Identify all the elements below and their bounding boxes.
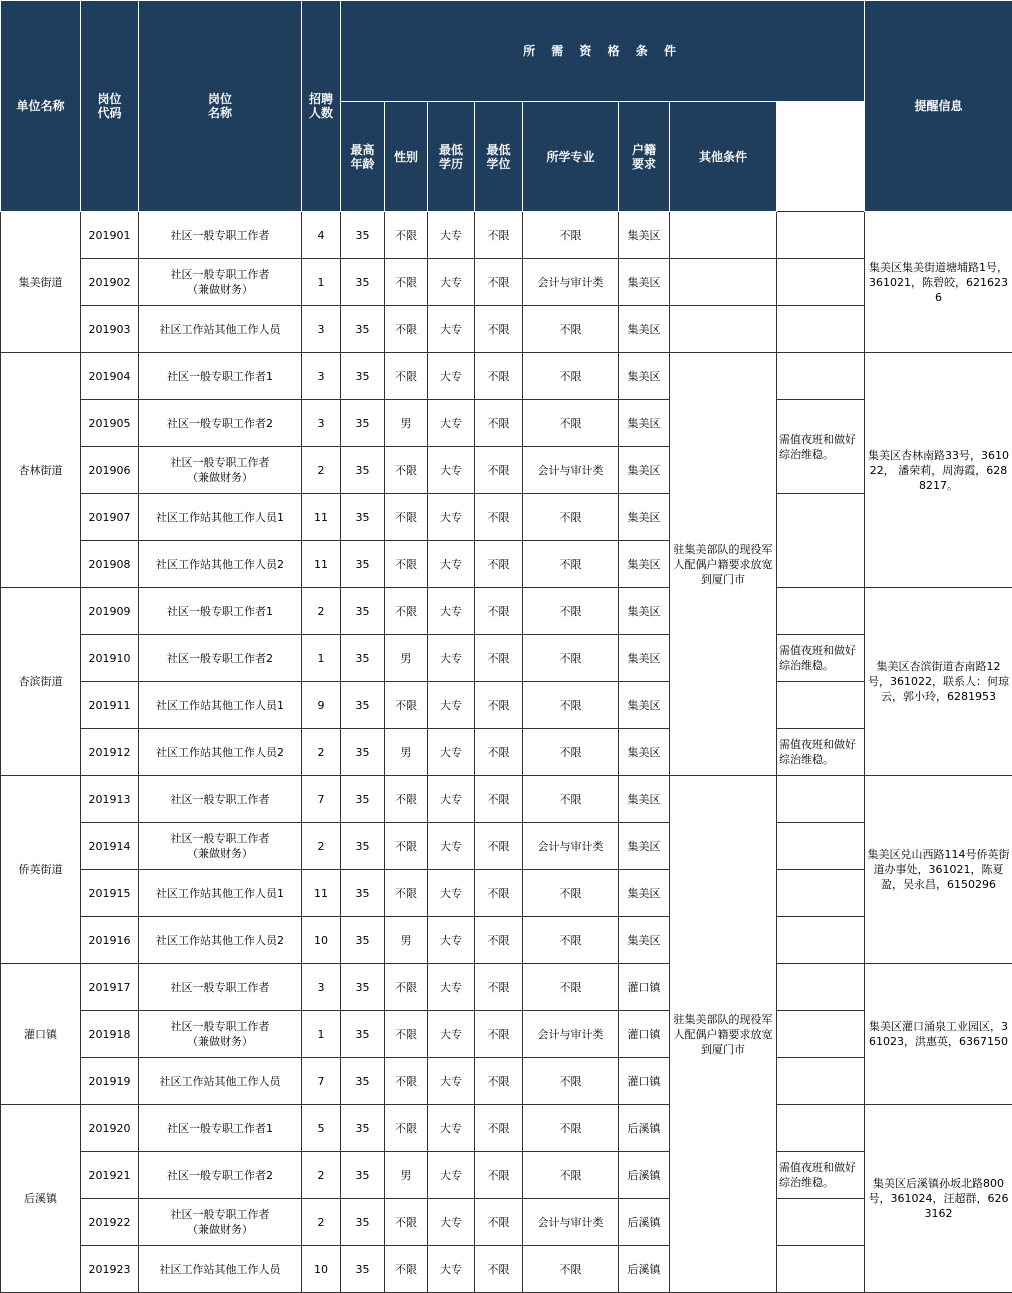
table-row xyxy=(1,212,1012,259)
post-code-cell: 201921 xyxy=(81,1152,139,1199)
max-age-cell: 35 xyxy=(341,447,385,494)
gender-cell: 不限 xyxy=(385,1199,428,1246)
remark-cell xyxy=(777,1199,865,1246)
education-cell: 大专 xyxy=(428,212,475,259)
unit-name-cell: 灌口镇 xyxy=(1,964,81,1105)
table-row xyxy=(1,917,1012,964)
hukou-cell: 集美区 xyxy=(619,776,670,823)
max-age-cell: 35 xyxy=(341,1011,385,1058)
header-age: 最高 年龄 xyxy=(341,102,385,212)
headcount-cell: 7 xyxy=(302,776,341,823)
post-code-cell: 201903 xyxy=(81,306,139,353)
table-row xyxy=(1,1246,1012,1293)
contact-cell: 集美区兑山西路114号侨英街道办事处，361021，陈夏盈，吴永昌，6150296 xyxy=(865,776,1012,964)
gender-cell: 不限 xyxy=(385,1058,428,1105)
major-cell: 会计与审计类 xyxy=(523,1011,619,1058)
unit-name-cell: 杏林街道 xyxy=(1,353,81,588)
remark-cell xyxy=(777,776,865,823)
table-row xyxy=(1,1058,1012,1105)
remark-cell xyxy=(777,870,865,917)
post-code-cell: 201909 xyxy=(81,588,139,635)
hukou-cell: 集美区 xyxy=(619,682,670,729)
headcount-cell: 1 xyxy=(302,635,341,682)
hukou-cell: 集美区 xyxy=(619,494,670,541)
remark-cell xyxy=(777,494,865,588)
major-cell: 不限 xyxy=(523,306,619,353)
table-row xyxy=(1,823,1012,870)
remark-cell: 需值夜班和做好综治维稳。 xyxy=(777,635,865,682)
max-age-cell: 35 xyxy=(341,1058,385,1105)
education-cell: 大专 xyxy=(428,776,475,823)
contact-cell: 集美区后溪镇孙坂北路800号，361024，汪超群，6263162 xyxy=(865,1105,1012,1293)
remark-cell xyxy=(777,259,865,306)
degree-cell: 不限 xyxy=(475,306,523,353)
headcount-cell: 3 xyxy=(302,400,341,447)
gender-cell: 不限 xyxy=(385,870,428,917)
major-cell: 不限 xyxy=(523,964,619,1011)
gender-cell: 不限 xyxy=(385,588,428,635)
headcount-cell: 3 xyxy=(302,964,341,1011)
table-row xyxy=(1,729,1012,776)
education-cell: 大专 xyxy=(428,259,475,306)
headcount-cell: 2 xyxy=(302,447,341,494)
unit-name-cell: 杏滨街道 xyxy=(1,588,81,776)
degree-cell: 不限 xyxy=(475,1152,523,1199)
hukou-cell: 集美区 xyxy=(619,259,670,306)
post-name-cell: 社区一般专职工作者 xyxy=(139,212,302,259)
headcount-cell: 3 xyxy=(302,353,341,400)
hukou-cell: 集美区 xyxy=(619,212,670,259)
max-age-cell: 35 xyxy=(341,1246,385,1293)
header-degree: 最低 学位 xyxy=(475,102,523,212)
headcount-cell: 7 xyxy=(302,1058,341,1105)
table-row xyxy=(1,400,1012,447)
post-code-cell: 201902 xyxy=(81,259,139,306)
education-cell: 大专 xyxy=(428,1246,475,1293)
gender-cell: 男 xyxy=(385,635,428,682)
education-cell: 大专 xyxy=(428,541,475,588)
max-age-cell: 35 xyxy=(341,1199,385,1246)
post-code-cell: 201908 xyxy=(81,541,139,588)
post-name-cell: 社区一般专职工作者 （兼做财务） xyxy=(139,1199,302,1246)
headcount-cell: 1 xyxy=(302,259,341,306)
max-age-cell: 35 xyxy=(341,259,385,306)
header-post: 岗位 名称 xyxy=(139,1,302,212)
max-age-cell: 35 xyxy=(341,306,385,353)
unit-name-cell: 侨英街道 xyxy=(1,776,81,964)
post-name-cell: 社区工作站其他工作人员1 xyxy=(139,682,302,729)
hukou-cell: 灌口镇 xyxy=(619,1058,670,1105)
max-age-cell: 35 xyxy=(341,635,385,682)
headcount-cell: 9 xyxy=(302,682,341,729)
table-row xyxy=(1,588,1012,635)
post-code-cell: 201917 xyxy=(81,964,139,1011)
max-age-cell: 35 xyxy=(341,823,385,870)
gender-cell: 不限 xyxy=(385,823,428,870)
post-code-cell: 201920 xyxy=(81,1105,139,1152)
hukou-cell: 集美区 xyxy=(619,353,670,400)
education-cell: 大专 xyxy=(428,400,475,447)
degree-cell: 不限 xyxy=(475,776,523,823)
remark-cell xyxy=(777,212,865,259)
post-name-cell: 社区一般专职工作者1 xyxy=(139,588,302,635)
gender-cell: 不限 xyxy=(385,212,428,259)
degree-cell: 不限 xyxy=(475,635,523,682)
education-cell: 大专 xyxy=(428,635,475,682)
hukou-cell: 后溪镇 xyxy=(619,1199,670,1246)
table-row xyxy=(1,306,1012,353)
major-cell: 不限 xyxy=(523,1105,619,1152)
table-row xyxy=(1,259,1012,306)
gender-cell: 不限 xyxy=(385,776,428,823)
max-age-cell: 35 xyxy=(341,1105,385,1152)
remark-cell xyxy=(777,1011,865,1058)
post-name-cell: 社区一般专职工作者 （兼做财务） xyxy=(139,259,302,306)
hukou-cell: 集美区 xyxy=(619,588,670,635)
post-name-cell: 社区工作站其他工作人员2 xyxy=(139,541,302,588)
education-cell: 大专 xyxy=(428,588,475,635)
contact-cell: 集美区灌口涌泉工业园区，361023，洪惠英，6367150 xyxy=(865,964,1012,1105)
post-code-cell: 201912 xyxy=(81,729,139,776)
post-name-cell: 社区工作站其他工作人员2 xyxy=(139,729,302,776)
gender-cell: 不限 xyxy=(385,259,428,306)
table-row xyxy=(1,1105,1012,1152)
education-cell: 大专 xyxy=(428,353,475,400)
hukou-cell: 后溪镇 xyxy=(619,1105,670,1152)
post-name-cell: 社区一般专职工作者2 xyxy=(139,635,302,682)
hukou-cell: 集美区 xyxy=(619,541,670,588)
major-cell: 不限 xyxy=(523,1058,619,1105)
headcount-cell: 10 xyxy=(302,1246,341,1293)
post-name-cell: 社区工作站其他工作人员 xyxy=(139,1058,302,1105)
post-code-cell: 201905 xyxy=(81,400,139,447)
gender-cell: 不限 xyxy=(385,682,428,729)
table-row xyxy=(1,776,1012,823)
other-conditions-cell xyxy=(670,306,777,353)
header-qualifications: 所 需 资 格 条 件 xyxy=(341,1,865,102)
max-age-cell: 35 xyxy=(341,494,385,541)
table-row xyxy=(1,870,1012,917)
major-cell: 不限 xyxy=(523,588,619,635)
table-row xyxy=(1,353,1012,400)
major-cell: 不限 xyxy=(523,776,619,823)
header-remark: 提醒信息 xyxy=(865,1,1012,212)
gender-cell: 不限 xyxy=(385,1011,428,1058)
education-cell: 大专 xyxy=(428,964,475,1011)
education-cell: 大专 xyxy=(428,682,475,729)
post-name-cell: 社区一般专职工作者1 xyxy=(139,1105,302,1152)
table-row xyxy=(1,1152,1012,1199)
unit-name-cell: 集美街道 xyxy=(1,212,81,353)
post-code-cell: 201922 xyxy=(81,1199,139,1246)
degree-cell: 不限 xyxy=(475,353,523,400)
post-code-cell: 201911 xyxy=(81,682,139,729)
gender-cell: 不限 xyxy=(385,1105,428,1152)
remark-cell xyxy=(777,917,865,964)
other-conditions-cell: 驻集美部队的现役军人配偶户籍要求放宽到厦门市 xyxy=(670,353,777,776)
max-age-cell: 35 xyxy=(341,776,385,823)
header-gender: 性别 xyxy=(385,102,428,212)
remark-cell xyxy=(777,964,865,1011)
remark-cell xyxy=(777,306,865,353)
education-cell: 大专 xyxy=(428,870,475,917)
education-cell: 大专 xyxy=(428,917,475,964)
max-age-cell: 35 xyxy=(341,212,385,259)
major-cell: 不限 xyxy=(523,212,619,259)
max-age-cell: 35 xyxy=(341,870,385,917)
major-cell: 会计与审计类 xyxy=(523,1199,619,1246)
education-cell: 大专 xyxy=(428,447,475,494)
remark-cell xyxy=(777,823,865,870)
unit-name-cell: 后溪镇 xyxy=(1,1105,81,1293)
contact-cell: 集美区集美街道塘埔路1号，361021，陈碧皎，6216236 xyxy=(865,212,1012,353)
major-cell: 不限 xyxy=(523,1152,619,1199)
major-cell: 会计与审计类 xyxy=(523,823,619,870)
max-age-cell: 35 xyxy=(341,964,385,1011)
table-body xyxy=(1,212,1012,1293)
max-age-cell: 35 xyxy=(341,541,385,588)
education-cell: 大专 xyxy=(428,1011,475,1058)
degree-cell: 不限 xyxy=(475,212,523,259)
post-name-cell: 社区工作站其他工作人员2 xyxy=(139,917,302,964)
degree-cell: 不限 xyxy=(475,1199,523,1246)
table-row xyxy=(1,1199,1012,1246)
post-name-cell: 社区工作站其他工作人员 xyxy=(139,1246,302,1293)
post-code-cell: 201915 xyxy=(81,870,139,917)
degree-cell: 不限 xyxy=(475,259,523,306)
remark-cell xyxy=(777,682,865,729)
degree-cell: 不限 xyxy=(475,1011,523,1058)
post-name-cell: 社区工作站其他工作人员1 xyxy=(139,870,302,917)
education-cell: 大专 xyxy=(428,1105,475,1152)
major-cell: 不限 xyxy=(523,541,619,588)
degree-cell: 不限 xyxy=(475,541,523,588)
max-age-cell: 35 xyxy=(341,682,385,729)
max-age-cell: 35 xyxy=(341,729,385,776)
header-hukou: 户籍 要求 xyxy=(619,102,670,212)
education-cell: 大专 xyxy=(428,1152,475,1199)
hukou-cell: 灌口镇 xyxy=(619,1011,670,1058)
hukou-cell: 灌口镇 xyxy=(619,964,670,1011)
headcount-cell: 10 xyxy=(302,917,341,964)
remark-cell xyxy=(777,353,865,400)
post-name-cell: 社区一般专职工作者2 xyxy=(139,1152,302,1199)
degree-cell: 不限 xyxy=(475,494,523,541)
post-code-cell: 201904 xyxy=(81,353,139,400)
major-cell: 不限 xyxy=(523,400,619,447)
hukou-cell: 后溪镇 xyxy=(619,1246,670,1293)
headcount-cell: 1 xyxy=(302,1011,341,1058)
major-cell: 不限 xyxy=(523,635,619,682)
table-row xyxy=(1,494,1012,541)
header-unit: 单位名称 xyxy=(1,1,81,212)
remark-cell: 需值夜班和做好综治维稳。 xyxy=(777,729,865,776)
gender-cell: 不限 xyxy=(385,541,428,588)
headcount-cell: 2 xyxy=(302,729,341,776)
hukou-cell: 集美区 xyxy=(619,917,670,964)
post-name-cell: 社区一般专职工作者 （兼做财务） xyxy=(139,447,302,494)
headcount-cell: 4 xyxy=(302,212,341,259)
post-name-cell: 社区一般专职工作者2 xyxy=(139,400,302,447)
headcount-cell: 3 xyxy=(302,306,341,353)
hukou-cell: 集美区 xyxy=(619,729,670,776)
headcount-cell: 11 xyxy=(302,870,341,917)
table-row xyxy=(1,682,1012,729)
degree-cell: 不限 xyxy=(475,729,523,776)
remark-cell: 需值夜班和做好综治维稳。 xyxy=(777,1152,865,1199)
major-cell: 不限 xyxy=(523,1246,619,1293)
contact-cell: 集美区杏林南路33号，361022， 潘荣莉，周海霞，6288217。 xyxy=(865,353,1012,588)
remark-cell xyxy=(777,1246,865,1293)
max-age-cell: 35 xyxy=(341,400,385,447)
gender-cell: 不限 xyxy=(385,447,428,494)
major-cell: 会计与审计类 xyxy=(523,259,619,306)
degree-cell: 不限 xyxy=(475,400,523,447)
contact-cell: 集美区杏滨街道杏南路12号，361022，联系人：何琼云，郭小玲，6281953 xyxy=(865,588,1012,776)
post-code-cell: 201906 xyxy=(81,447,139,494)
post-code-cell: 201913 xyxy=(81,776,139,823)
education-cell: 大专 xyxy=(428,306,475,353)
major-cell: 不限 xyxy=(523,494,619,541)
remark-cell: 需值夜班和做好综治维稳。 xyxy=(777,400,865,494)
hukou-cell: 集美区 xyxy=(619,635,670,682)
headcount-cell: 2 xyxy=(302,823,341,870)
gender-cell: 不限 xyxy=(385,494,428,541)
max-age-cell: 35 xyxy=(341,1152,385,1199)
remark-cell xyxy=(777,588,865,635)
post-code-cell: 201901 xyxy=(81,212,139,259)
post-code-cell: 201916 xyxy=(81,917,139,964)
headcount-cell: 5 xyxy=(302,1105,341,1152)
post-name-cell: 社区工作站其他工作人员 xyxy=(139,306,302,353)
max-age-cell: 35 xyxy=(341,588,385,635)
degree-cell: 不限 xyxy=(475,964,523,1011)
hukou-cell: 集美区 xyxy=(619,306,670,353)
header-other: 其他条件 xyxy=(670,102,777,212)
hukou-cell: 集美区 xyxy=(619,447,670,494)
post-code-cell: 201907 xyxy=(81,494,139,541)
other-conditions-cell xyxy=(670,259,777,306)
degree-cell: 不限 xyxy=(475,1246,523,1293)
gender-cell: 男 xyxy=(385,1152,428,1199)
education-cell: 大专 xyxy=(428,729,475,776)
gender-cell: 不限 xyxy=(385,353,428,400)
headcount-cell: 11 xyxy=(302,494,341,541)
other-conditions-cell: 驻集美部队的现役军人配偶户籍要求放宽到厦门市 xyxy=(670,776,777,1293)
gender-cell: 不限 xyxy=(385,1246,428,1293)
header-code: 岗位 代码 xyxy=(81,1,139,212)
header-edu: 最低 学历 xyxy=(428,102,475,212)
headcount-cell: 2 xyxy=(302,588,341,635)
major-cell: 不限 xyxy=(523,917,619,964)
headcount-cell: 11 xyxy=(302,541,341,588)
major-cell: 不限 xyxy=(523,729,619,776)
gender-cell: 男 xyxy=(385,400,428,447)
degree-cell: 不限 xyxy=(475,823,523,870)
headcount-cell: 2 xyxy=(302,1199,341,1246)
gender-cell: 不限 xyxy=(385,306,428,353)
post-name-cell: 社区一般专职工作者 xyxy=(139,776,302,823)
major-cell: 不限 xyxy=(523,682,619,729)
gender-cell: 不限 xyxy=(385,964,428,1011)
major-cell: 不限 xyxy=(523,353,619,400)
post-name-cell: 社区一般专职工作者 （兼做财务） xyxy=(139,823,302,870)
degree-cell: 不限 xyxy=(475,917,523,964)
remark-cell xyxy=(777,1058,865,1105)
post-name-cell: 社区工作站其他工作人员1 xyxy=(139,494,302,541)
gender-cell: 男 xyxy=(385,917,428,964)
degree-cell: 不限 xyxy=(475,1058,523,1105)
major-cell: 不限 xyxy=(523,870,619,917)
post-name-cell: 社区一般专职工作者 xyxy=(139,964,302,1011)
max-age-cell: 35 xyxy=(341,917,385,964)
post-code-cell: 201918 xyxy=(81,1011,139,1058)
major-cell: 会计与审计类 xyxy=(523,447,619,494)
degree-cell: 不限 xyxy=(475,1105,523,1152)
gender-cell: 男 xyxy=(385,729,428,776)
post-code-cell: 201919 xyxy=(81,1058,139,1105)
post-code-cell: 201910 xyxy=(81,635,139,682)
degree-cell: 不限 xyxy=(475,447,523,494)
max-age-cell: 35 xyxy=(341,353,385,400)
post-name-cell: 社区一般专职工作者1 xyxy=(139,353,302,400)
hukou-cell: 集美区 xyxy=(619,823,670,870)
post-name-cell: 社区一般专职工作者 （兼做财务） xyxy=(139,1011,302,1058)
education-cell: 大专 xyxy=(428,494,475,541)
table-row xyxy=(1,1011,1012,1058)
education-cell: 大专 xyxy=(428,1199,475,1246)
education-cell: 大专 xyxy=(428,1058,475,1105)
header-count: 招聘 人数 xyxy=(302,1,341,212)
remark-cell xyxy=(777,1105,865,1152)
table-row xyxy=(1,964,1012,1011)
degree-cell: 不限 xyxy=(475,588,523,635)
table-row xyxy=(1,635,1012,682)
hukou-cell: 后溪镇 xyxy=(619,1152,670,1199)
header-major: 所学专业 xyxy=(523,102,619,212)
post-code-cell: 201914 xyxy=(81,823,139,870)
education-cell: 大专 xyxy=(428,823,475,870)
degree-cell: 不限 xyxy=(475,682,523,729)
degree-cell: 不限 xyxy=(475,870,523,917)
hukou-cell: 集美区 xyxy=(619,870,670,917)
headcount-cell: 2 xyxy=(302,1152,341,1199)
other-conditions-cell xyxy=(670,212,777,259)
hukou-cell: 集美区 xyxy=(619,400,670,447)
post-code-cell: 201923 xyxy=(81,1246,139,1293)
